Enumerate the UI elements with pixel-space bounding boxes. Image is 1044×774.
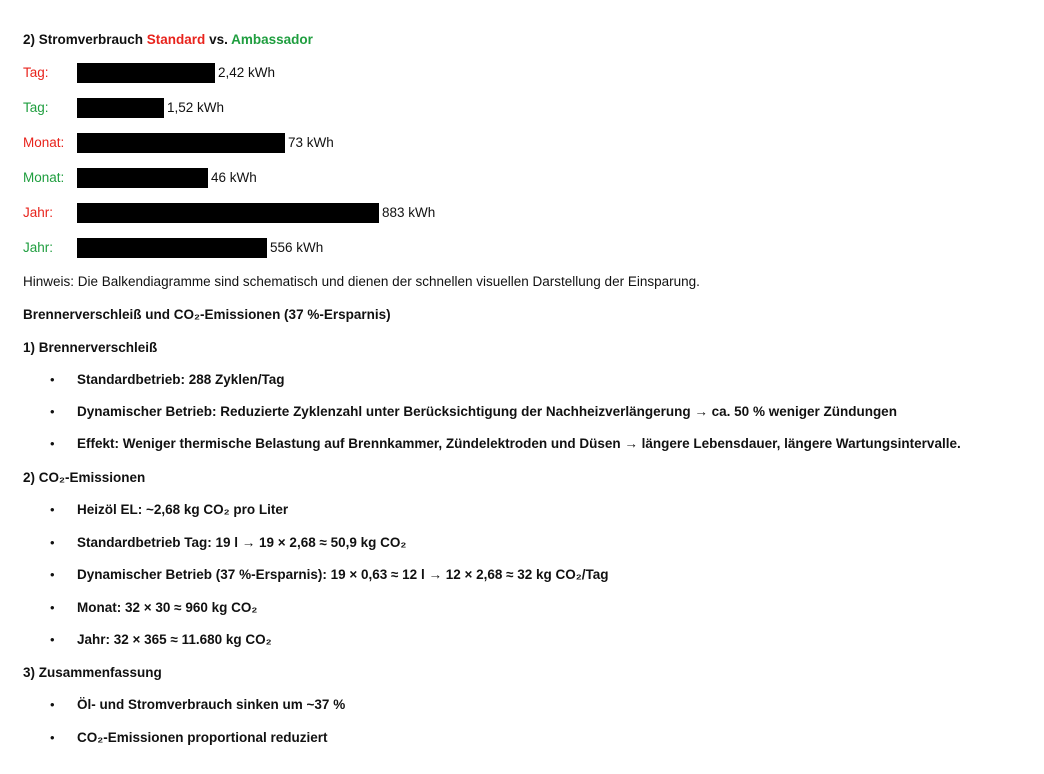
section3-title: 3) Zusammenfassung (23, 665, 162, 680)
chart-title-prefix: 2) Stromverbrauch (23, 32, 147, 47)
bar (77, 238, 267, 258)
bullet-icon: • (50, 404, 55, 419)
main-heading: Brennerverschleiß und CO₂-Emissionen (37 %-Ersparnis) (23, 307, 391, 322)
bullet-icon: • (50, 632, 55, 647)
bullet-icon: • (50, 502, 55, 517)
section1-title: 1) Brennerverschleiß (23, 340, 158, 355)
list-item: Jahr: 32 × 365 ≈ 11.680 kg CO₂ (77, 632, 272, 647)
bar-value-label: 73 kWh (288, 135, 334, 150)
bar (77, 168, 208, 188)
bar-category-label: Tag: (23, 65, 49, 80)
chart-title (23, 31, 313, 49)
hinweis-note: Hinweis: Die Balkendiagramme sind schematisch und dienen der schnellen visuellen Darstellung der Einsparung. (23, 274, 700, 289)
chart-title-standard: Standard (146, 32, 206, 47)
list-item: Dynamischer Betrieb (37 %-Ersparnis): 19 × 0,63 ≈ 12 l → 12 × 2,68 ≈ 32 kg CO₂/Tag (77, 567, 609, 582)
bullet-icon: • (50, 730, 55, 745)
bar-category-label: Jahr: (23, 240, 54, 255)
bar (77, 63, 215, 83)
list-item: Effekt: Weniger thermische Belastung auf Brennkammer, Zündelektroden und Düsen → längere Lebensdauer, längere Wartungsintervalle. (77, 436, 961, 451)
bar-category-label: Jahr: (23, 205, 54, 220)
list-item: Standardbetrieb: 288 Zyklen/Tag (77, 372, 285, 387)
bar (77, 133, 285, 153)
bullet-icon: • (50, 372, 55, 387)
list-item: Öl- und Stromverbrauch sinken um ~37 % (77, 697, 346, 712)
bar (77, 98, 164, 118)
bullet-icon: • (50, 436, 55, 451)
bullet-icon: • (50, 535, 55, 550)
bar-value-label: 1,52 kWh (167, 100, 225, 115)
bullet-icon: • (50, 567, 55, 582)
bar (77, 203, 379, 223)
list-item: Heizöl EL: ~2,68 kg CO₂ pro Liter (77, 502, 289, 517)
bar-value-label: 46 kWh (211, 170, 257, 185)
bar-value-label: 556 kWh (270, 240, 324, 255)
bullet-icon: • (50, 697, 55, 712)
list-item: Dynamischer Betrieb: Reduzierte Zyklenzahl unter Berücksichtigung der Nachheizverlängerung → ca. 50 % weniger Zündungen (77, 404, 897, 419)
chart-title-ambassador: Ambassador (231, 32, 313, 47)
list-item: Monat: 32 × 30 ≈ 960 kg CO₂ (77, 600, 258, 615)
bar-value-label: 2,42 kWh (218, 65, 276, 80)
list-item: Standardbetrieb Tag: 19 l → 19 × 2,68 ≈ 50,9 kg CO₂ (77, 535, 407, 550)
bar-category-label: Tag: (23, 100, 49, 115)
bar-category-label: Monat: (23, 170, 65, 185)
bar-value-label: 883 kWh (382, 205, 436, 220)
list-item: CO₂-Emissionen proportional reduziert (77, 730, 328, 745)
chart-title-vs: vs. (205, 32, 232, 47)
section2-title: 2) CO₂-Emissionen (23, 470, 146, 485)
bar-category-label: Monat: (23, 135, 65, 150)
bullet-icon: • (50, 600, 55, 615)
